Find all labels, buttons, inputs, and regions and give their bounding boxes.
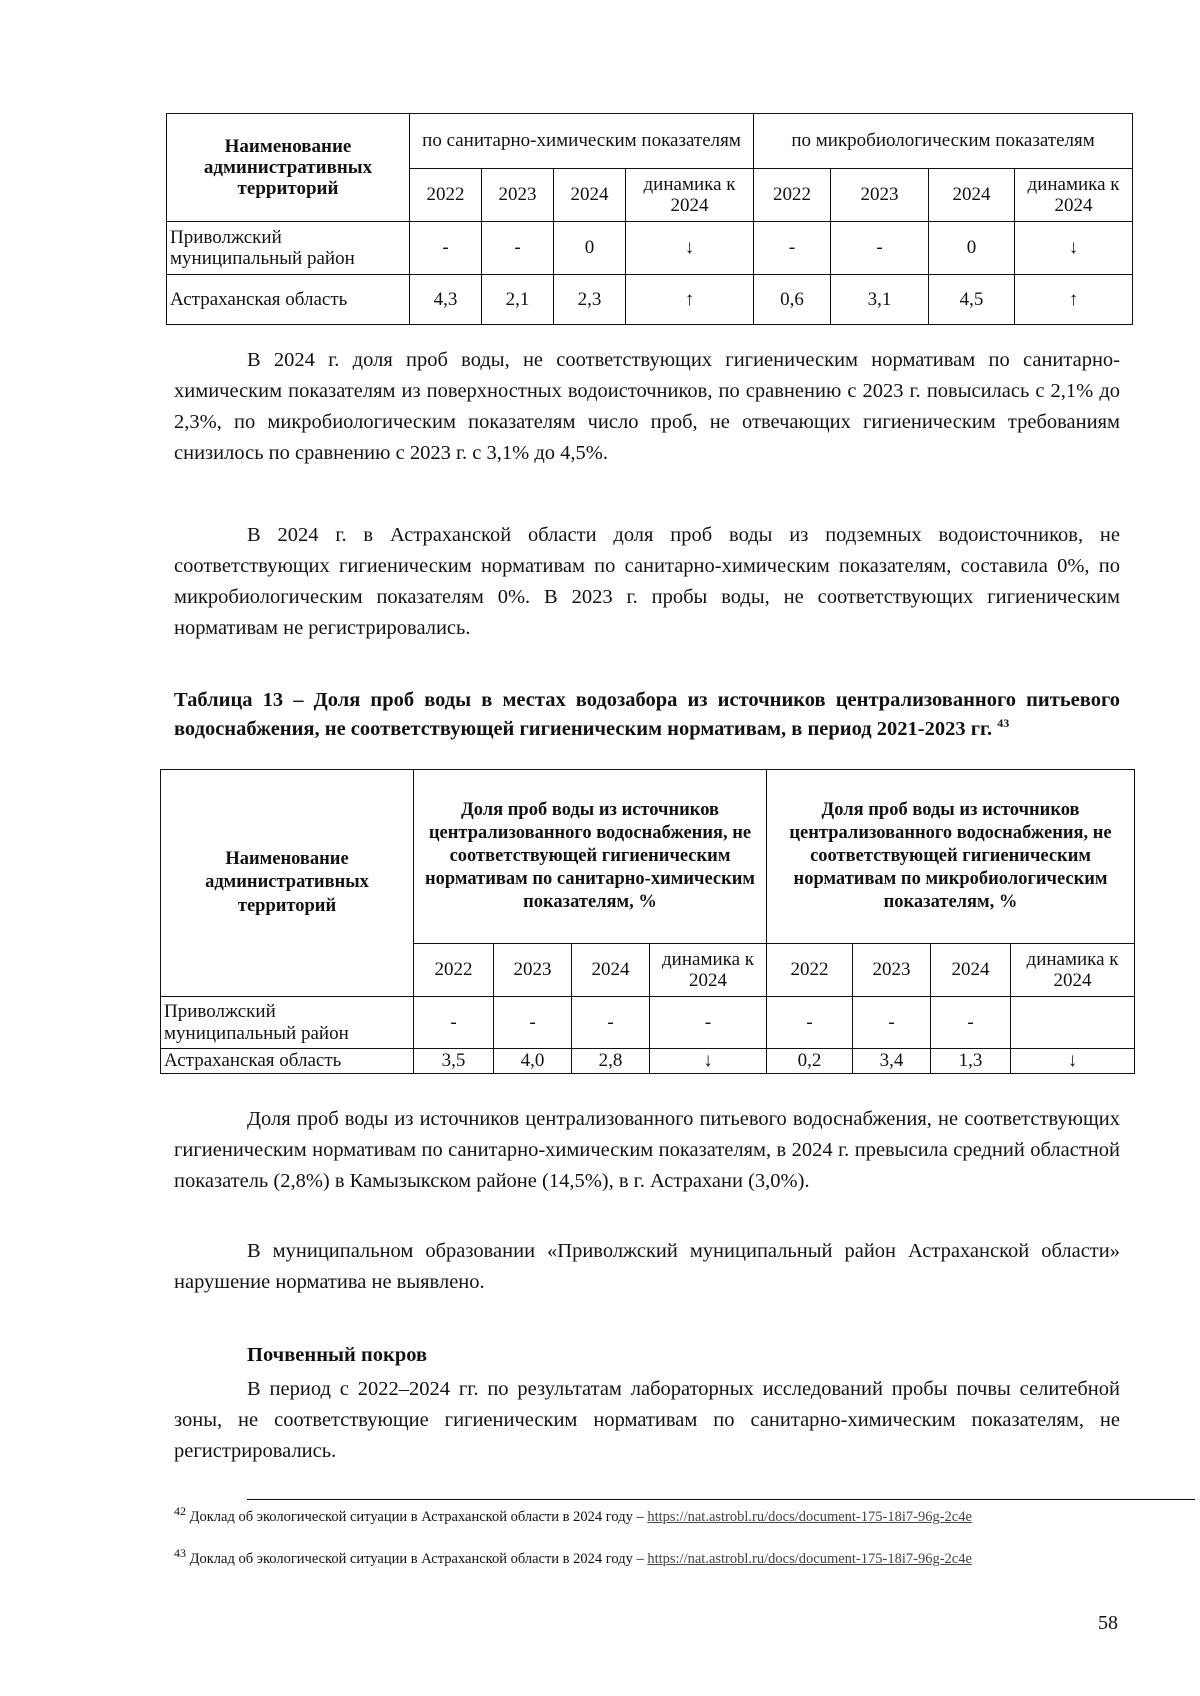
row-label: Астраханская область: [161, 1049, 414, 1074]
header-year: 2024: [929, 169, 1015, 222]
cell-value: 0,2: [767, 1049, 853, 1074]
cell-value: -: [482, 222, 554, 275]
section-heading: Почвенный покров: [247, 1344, 428, 1366]
paragraph: В муниципальном образовании «Приволжский муниципальный район Астраханской области» нарушение норматива не выявлено.: [174, 1240, 1120, 1293]
cell-trend-arrow: ↑: [1015, 275, 1133, 325]
footnote: [174, 1546, 1134, 1569]
table-caption: Таблица 13 – Доля проб воды в местах водозабора из источников централизованного питьевого водоснабжения, не соответствующей гигиеническим нормативам, в период 2021-2023 гг. $^{43}$: [174, 689, 1120, 740]
header-year: 2022: [414, 944, 494, 997]
table-water-surface-sources: [166, 113, 1133, 325]
header-dynamics: динамика к 2024: [1011, 944, 1135, 997]
footnote: [174, 1504, 1134, 1527]
table-row: [167, 222, 1133, 275]
cell-value: -: [650, 997, 767, 1049]
cell-value: 0,6: [754, 275, 831, 325]
cell-value: 3,5: [414, 1049, 494, 1074]
header-year: 2023: [853, 944, 931, 997]
table-row: [161, 997, 1135, 1049]
row-label: Приволжский муниципальный район: [167, 222, 410, 275]
footnote-number: 42: [174, 1504, 186, 1519]
cell-value: 4,5: [929, 275, 1015, 325]
cell-trend-arrow: ↓: [626, 222, 754, 275]
cell-value: -: [410, 222, 482, 275]
cell-value: -: [853, 997, 931, 1049]
cell-trend-arrow: ↓: [1011, 1049, 1135, 1074]
header-year: 2024: [572, 944, 650, 997]
paragraph: В период с 2022–2024 гг. по результатам лабораторных исследований пробы почвы селитебной зоны, не соответствующие гигиеническим нормативам по санитарно-химическим показателям, не регистрировались.: [174, 1378, 1120, 1462]
cell-value: -: [931, 997, 1011, 1049]
row-label: Астраханская область: [167, 275, 410, 325]
header-year: 2024: [554, 169, 626, 222]
cell-trend-arrow: ↑: [626, 275, 754, 325]
footnote-text: Доклад об экологической ситуации в Астраханской области в 2024 году –: [189, 1509, 648, 1525]
header-year: 2023: [482, 169, 554, 222]
cell-value: 3,1: [831, 275, 929, 325]
table-row: [161, 1049, 1135, 1074]
cell-value: 2,8: [572, 1049, 650, 1074]
cell-trend-arrow: ↓: [1015, 222, 1133, 275]
cell-value: 1,3: [931, 1049, 1011, 1074]
header-year: 2022: [754, 169, 831, 222]
table-13-water-central-supply: [160, 769, 1135, 1074]
cell-value: 0: [554, 222, 626, 275]
cell-value: -: [414, 997, 494, 1049]
header-year: 2022: [410, 169, 482, 222]
row-label: Приволжский муниципальный район: [161, 997, 414, 1049]
header-year: 2022: [767, 944, 853, 997]
cell-value: 4,3: [410, 275, 482, 325]
footnote-text: Доклад об экологической ситуации в Астраханской области в 2024 году –: [189, 1551, 648, 1567]
cell-value: -: [494, 997, 572, 1049]
header-territory: Наименование административных территорий: [161, 770, 414, 997]
cell-value: [1011, 997, 1135, 1049]
footnote-separator: [247, 1499, 1195, 1500]
page-number: 58: [1098, 1612, 1118, 1634]
header-group-micro: Доля проб воды из источников централизованного водоснабжения, не соответствующей гигиеническим нормативам по микробиологическим показателям, %: [767, 770, 1135, 944]
paragraph: В 2024 г. доля проб воды, не соответствующих гигиеническим нормативам по санитарно-химическим показателям из поверхностных водоисточников, по сравнению с 2023 г. повысилась с 2,1% до 2,3%, по микробиологическим показателям число проб, не отвечающих гигиеническим требованиям снизилось по сравнению с 2023 г. с 3,1% до 4,5%.: [174, 349, 1120, 464]
header-year: 2024: [931, 944, 1011, 997]
paragraph: В 2024 г. в Астраханской области доля проб воды из подземных водоисточников, не соответствующих гигиеническим нормативам по санитарно-химическим показателям, составила 0%, по микробиологическим показателям 0%. В 2023 г. пробы воды, не соответствующих гигиеническим нормативам не регистрировались.: [174, 524, 1120, 639]
footnote-link[interactable]: https://nat.astrobl.ru/docs/document-175-18i7-96g-2c4e: [647, 1509, 972, 1525]
paragraph: Доля проб воды из источников централизованного питьевого водоснабжения, не соответствующих гигиеническим нормативам по санитарно-химическим показателям, в 2024 г. превысила средний областной показатель (2,8%) в Камызыкском районе (14,5%), в г. Астрахани (3,0%).: [174, 1108, 1120, 1192]
footnote-number: 43: [174, 1546, 186, 1561]
cell-value: 0: [929, 222, 1015, 275]
header-group-chemical: Доля проб воды из источников централизованного водоснабжения, не соответствующей гигиеническим нормативам по санитарно-химическим показателям, %: [414, 770, 767, 944]
header-year: 2023: [494, 944, 572, 997]
cell-value: -: [831, 222, 929, 275]
footnote-link[interactable]: https://nat.astrobl.ru/docs/document-175-18i7-96g-2c4e: [647, 1551, 972, 1567]
header-dynamics: динамика к 2024: [1015, 169, 1133, 222]
cell-value: 2,3: [554, 275, 626, 325]
cell-value: -: [754, 222, 831, 275]
cell-value: 4,0: [494, 1049, 572, 1074]
footnote-ref: 43: [997, 716, 1010, 731]
cell-value: 3,4: [853, 1049, 931, 1074]
cell-value: -: [572, 997, 650, 1049]
cell-value: -: [767, 997, 853, 1049]
header-year: 2023: [831, 169, 929, 222]
cell-trend-arrow: ↓: [650, 1049, 767, 1074]
header-dynamics: динамика к 2024: [650, 944, 767, 997]
header-group-chemical: по санитарно-химическим показателям: [410, 114, 754, 169]
header-territory: Наименование административных территорий: [167, 114, 410, 222]
cell-value: 2,1: [482, 275, 554, 325]
table-row: [167, 275, 1133, 325]
header-group-micro: по микробиологическим показателям: [754, 114, 1133, 169]
header-dynamics: динамика к 2024: [626, 169, 754, 222]
